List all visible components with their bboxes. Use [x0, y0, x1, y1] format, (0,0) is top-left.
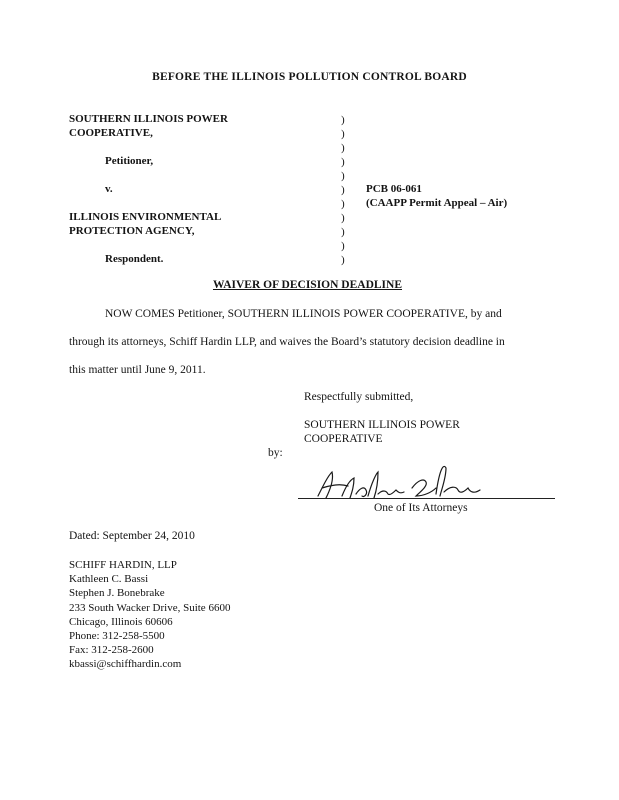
- attorney-name: Kathleen C. Bassi: [69, 573, 149, 586]
- body-line-1: NOW COMES Petitioner, SOUTHERN ILLINOIS POWER COOPERATIVE, by and: [105, 308, 502, 320]
- firm-phone: Phone: 312-258-5500: [69, 630, 165, 643]
- body-line-2: through its attorneys, Schiff Hardin LLP, and waives the Board’s statutory decision deadline in: [69, 336, 505, 348]
- firm-contact-block: [69, 558, 230, 672]
- signing-party-line2: COOPERATIVE: [304, 433, 383, 445]
- caption-paren: ): [341, 184, 345, 196]
- case-type: (CAAPP Permit Appeal – Air): [366, 197, 508, 209]
- signer-role: One of Its Attorneys: [374, 502, 468, 514]
- body-line-3: this matter until June 9, 2011.: [69, 364, 206, 376]
- date-line: Dated: September 24, 2010: [69, 530, 195, 542]
- firm-address-street: 233 South Wacker Drive, Suite 6600: [69, 601, 231, 614]
- firm-fax: Fax: 312-258-2600: [69, 644, 154, 657]
- by-label: by:: [268, 447, 283, 459]
- signing-party-line1: SOUTHERN ILLINOIS POWER: [304, 419, 460, 431]
- respondent-name-line1: ILLINOIS ENVIRONMENTAL: [69, 211, 222, 223]
- firm-email: kbassi@schiffhardin.com: [69, 658, 182, 671]
- attorney-name: Stephen J. Bonebrake: [69, 587, 165, 600]
- board-title: BEFORE THE ILLINOIS POLLUTION CONTROL BOARD: [152, 71, 467, 83]
- caption-paren: ): [341, 198, 345, 210]
- caption-paren: ): [341, 114, 345, 126]
- firm-name: SCHIFF HARDIN, LLP: [69, 559, 177, 571]
- petitioner-role: Petitioner,: [105, 155, 154, 167]
- petitioner-name-line2: COOPERATIVE,: [69, 127, 153, 139]
- document-heading: WAIVER OF DECISION DEADLINE: [212, 279, 403, 291]
- handwritten-signature: [312, 462, 492, 506]
- caption-paren-column: [341, 113, 345, 267]
- caption-paren: ): [341, 156, 345, 168]
- caption-paren: ): [341, 170, 345, 182]
- caption-paren: ): [341, 128, 345, 140]
- caption-paren: ): [341, 254, 345, 266]
- caption-paren: ): [341, 240, 345, 252]
- caption-paren: ): [341, 212, 345, 224]
- signature-line: [298, 498, 555, 499]
- petitioner-name-line1: SOUTHERN ILLINOIS POWER: [69, 113, 228, 125]
- caption-paren: ): [341, 226, 345, 238]
- versus-label: v.: [105, 183, 113, 195]
- firm-address-city: Chicago, Illinois 60606: [69, 615, 173, 628]
- case-number: PCB 06-061: [366, 183, 422, 195]
- respondent-name-line2: PROTECTION AGENCY,: [69, 225, 195, 237]
- respondent-role: Respondent.: [105, 253, 164, 265]
- caption-paren: ): [341, 142, 345, 154]
- closing-text: Respectfully submitted,: [304, 391, 414, 403]
